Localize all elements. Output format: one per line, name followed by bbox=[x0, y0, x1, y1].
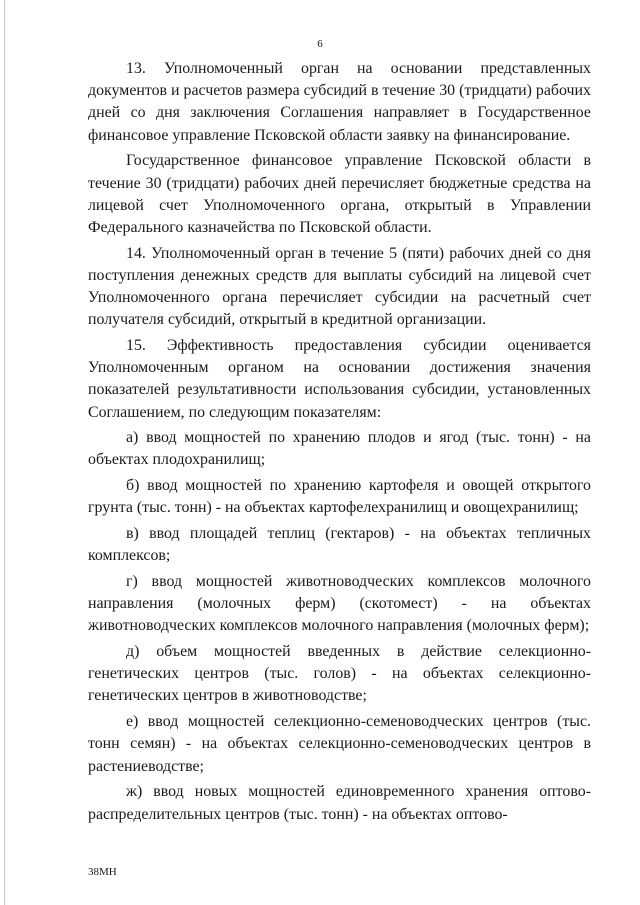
list-item-b: б) ввод мощностей по хранению картофеля и овощей открытого грунта (тыс. тонн) - на объектах картофелехранилищ и овощехранилищ; bbox=[88, 477, 591, 517]
document-code: 38МН bbox=[88, 866, 117, 878]
scan-edge bbox=[4, 0, 5, 905]
paragraph-13: 13. Уполномоченный орган на основании представленных документов и расчетов размера субсидий в течение 30 (тридцати) рабочих дней со дня заключения Соглашения направляет в Государственное финансовое управление Псковской области заявку на финансирование. bbox=[88, 60, 591, 144]
paragraph-finance-transfer: Государственное финансовое управление Псковской области в течение 30 (тридцати) рабочих дней перечисляет бюджетные средства на лицевой счет Уполномоченного органа, открытый в Управлении Федерального казначейства по Псковской области. bbox=[88, 152, 591, 236]
paragraph-14: 14. Уполномоченный орган в течение 5 (пяти) рабочих дней со дня поступления денежных средств для выплаты субсидий на лицевой счет Уполномоченного органа перечисляет субсидии на расчетный счет получателя субсидий, открытый в кредитной организации. bbox=[88, 244, 591, 329]
page-number: 6 bbox=[317, 38, 323, 50]
list-item-a: а) ввод мощностей по хранению плодов и ягод (тыс. тонн) - на объектах плодохранилищ; bbox=[88, 429, 591, 469]
document-body bbox=[88, 58, 591, 826]
paragraph-15: 15. Эффективность предоставления субсидии оценивается Уполномоченным органом на основании достижения значения показателей результативности использования субсидии, установленных Соглашением, по следующим показателям: bbox=[88, 336, 591, 421]
list-item-d: д) объем мощностей введенных в действие селекционно-генетических центров (тыс. голов) - на объектах селекционно-генетических центров в животноводстве; bbox=[88, 643, 591, 705]
list-item-zh: ж) ввод новых мощностей единовременного хранения оптово-распределительных центров (тыс. тонн) - на объектах оптово- bbox=[88, 783, 591, 823]
list-item-g: г) ввод мощностей животноводческих комплексов молочного направления (молочных ферм) (скотомест) - на объектах животноводческих комплексов молочного направления (молочных ферм); bbox=[88, 572, 591, 635]
list-item-e: е) ввод мощностей селекционно-семеноводческих центров (тыс. тонн семян) - на объектах селекционно-семеноводческих центров в растениеводстве; bbox=[88, 713, 591, 775]
list-item-v: в) ввод площадей теплиц (гектаров) - на объектах тепличных комплексов; bbox=[88, 525, 591, 565]
